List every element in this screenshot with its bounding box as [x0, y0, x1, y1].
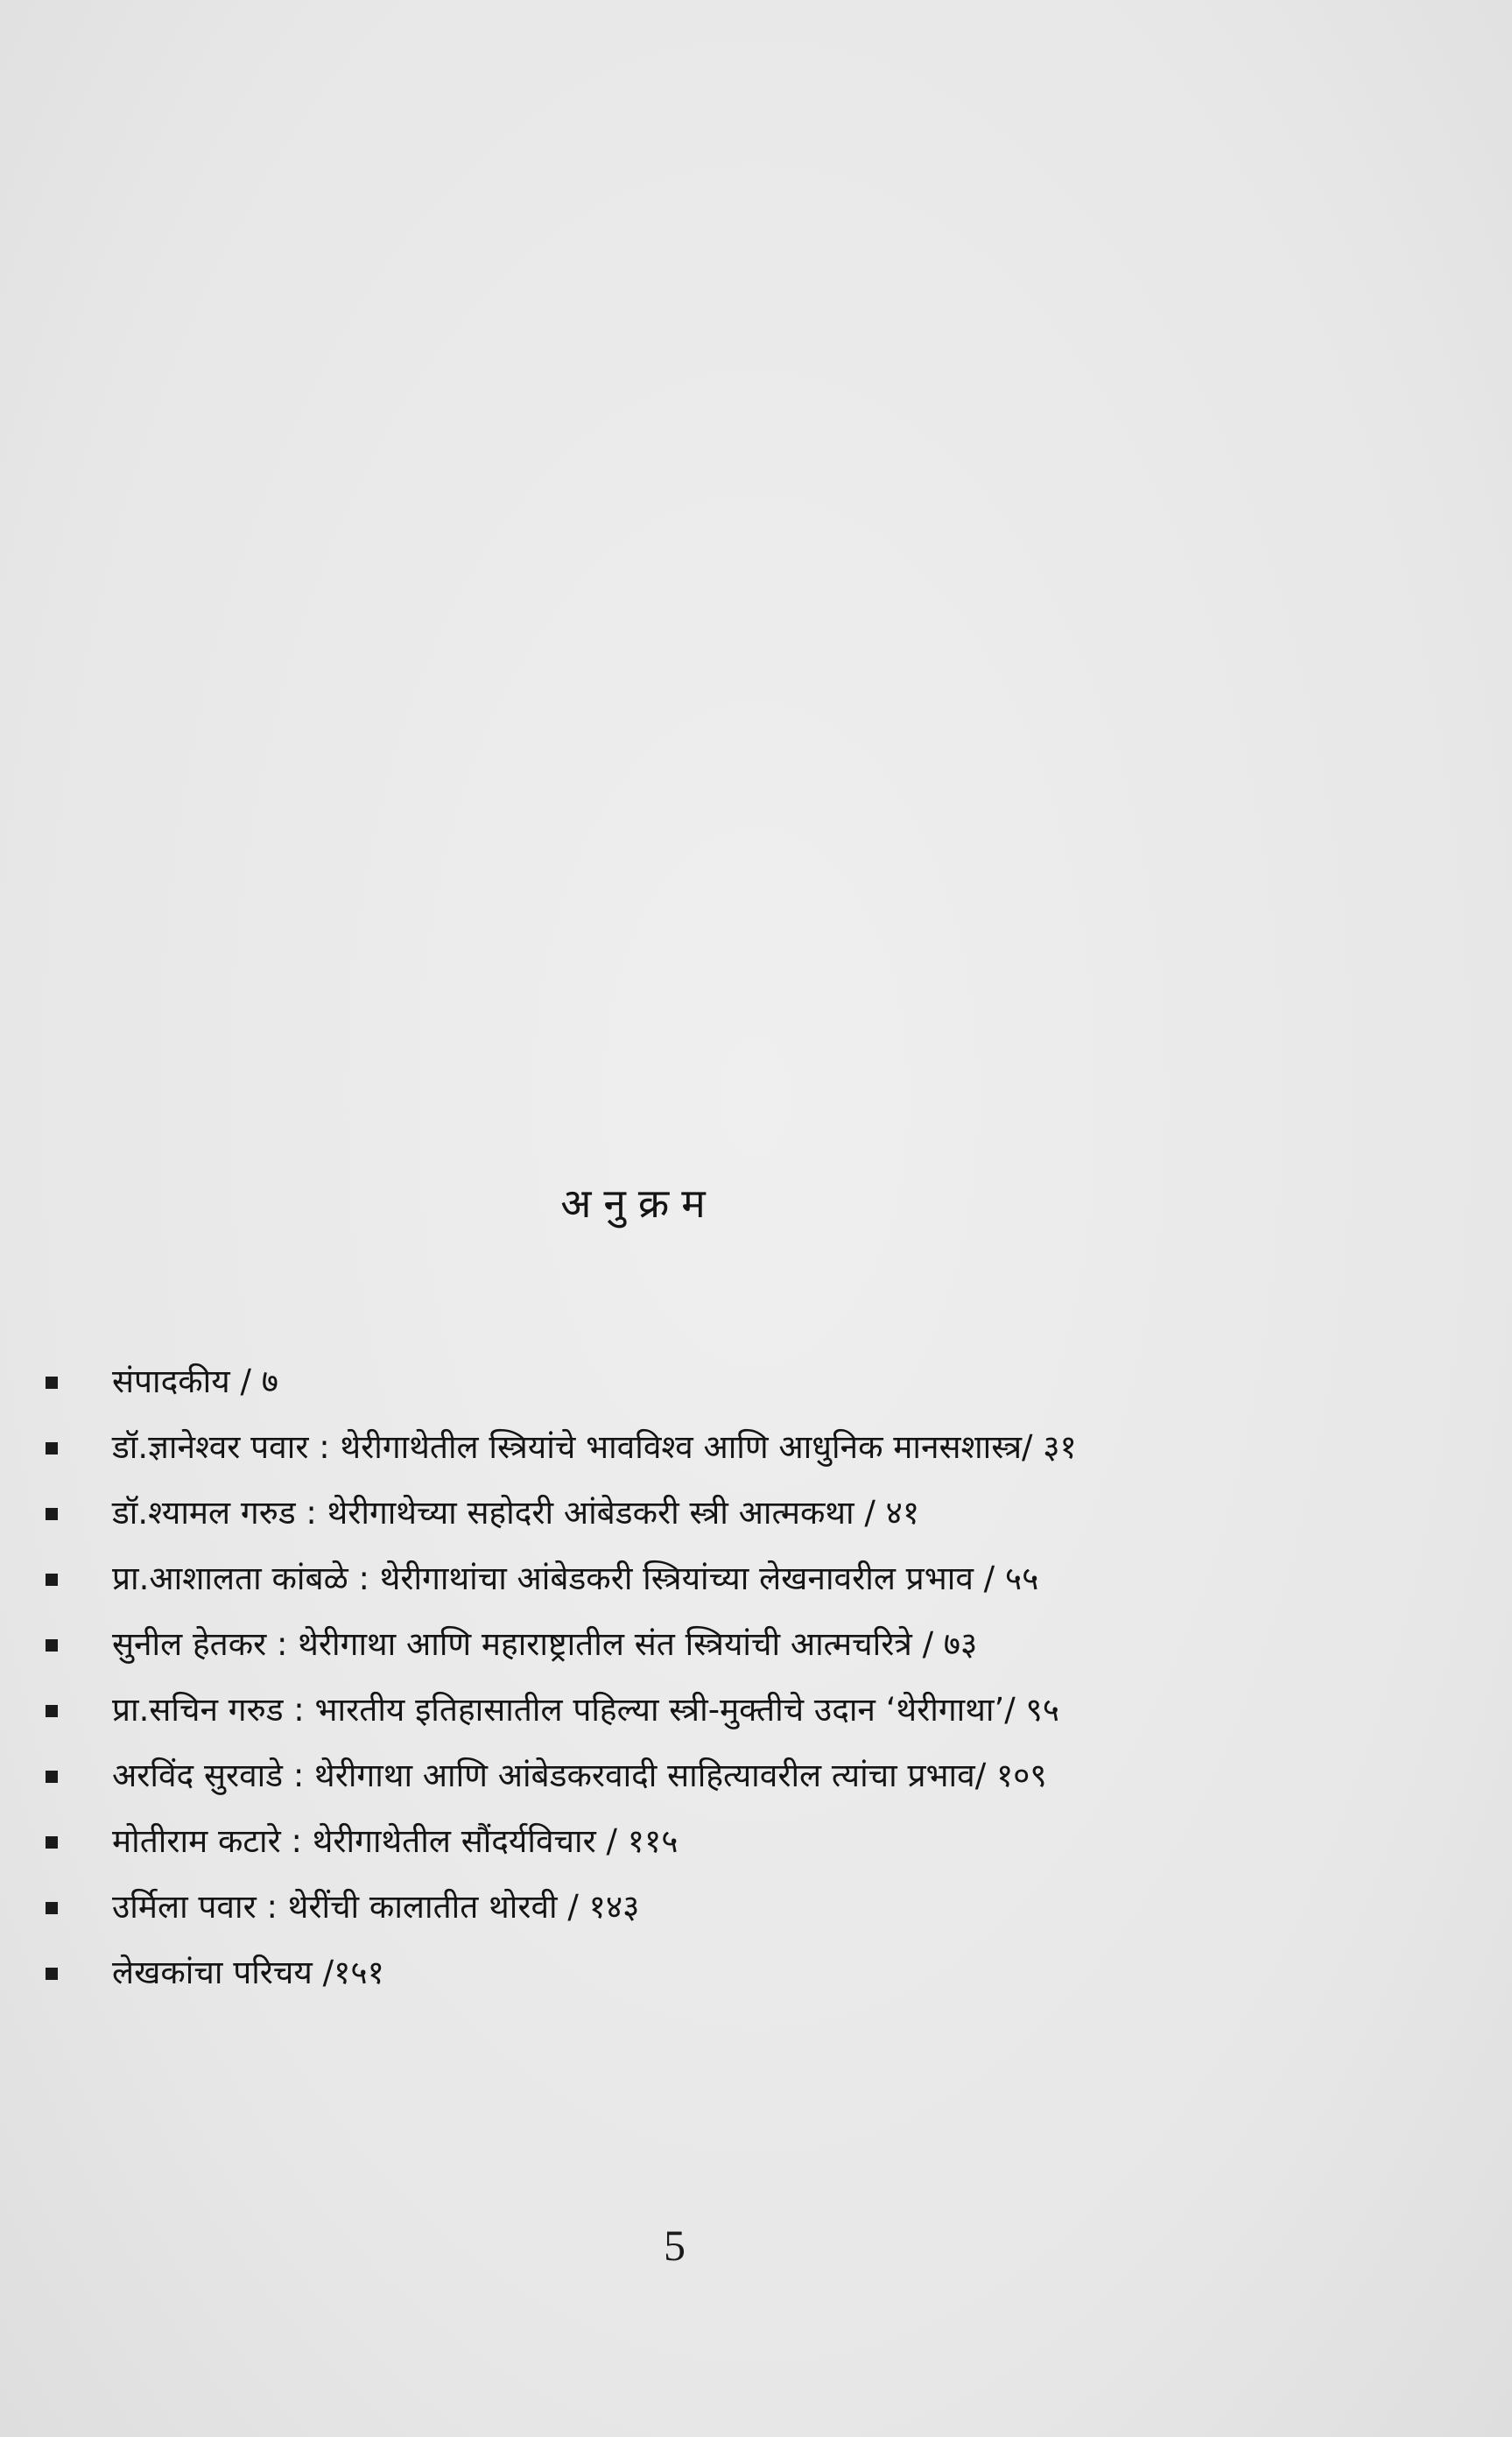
toc-item-label: मोतीराम कटारे : थेरीगाथेतील सौंदर्यविचार / ११५: [112, 1822, 679, 1860]
toc-item: [46, 1872, 1324, 1938]
toc-item: [46, 1938, 1324, 2004]
toc-item: [46, 1609, 1324, 1675]
bullet-icon: [46, 1836, 58, 1849]
bullet-icon: [46, 1771, 58, 1783]
bullet-icon: [46, 1968, 58, 1980]
toc-title: अनुक्रम: [560, 1180, 718, 1227]
toc-item-label: अरविंद सुरवाडे : थेरीगाथा आणि आंबेडकरवादी साहित्यावरील त्यांचा प्रभाव/ १०९: [112, 1757, 1047, 1794]
bullet-icon: [46, 1442, 58, 1454]
toc-item: [46, 1741, 1324, 1807]
toc-item-label: सुनील हेतकर : थेरीगाथा आणि महाराष्ट्रातील संत स्त्रियांची आत्मचरित्रे / ७३: [112, 1625, 978, 1663]
toc-item: [46, 1544, 1324, 1609]
toc-item-label: डॉ.ज्ञानेश्वर पवार : थेरीगाथेतील स्त्रियांचे भावविश्व आणि आधुनिक मानसशास्त्र/ ३१: [112, 1428, 1077, 1466]
toc-list: [46, 1347, 1324, 2004]
toc-item-label: डॉ.श्यामल गरुड : थेरीगाथेच्या सहोदरी आंबेडकरी स्त्री आत्मकथा / ४१: [112, 1494, 920, 1532]
bullet-icon: [46, 1639, 58, 1652]
bullet-icon: [46, 1902, 58, 1914]
toc-item: [46, 1675, 1324, 1741]
page-number: 5: [664, 2221, 686, 2270]
toc-item: [46, 1807, 1324, 1872]
toc-item-label: उर्मिला पवार : थेरींची कालातीत थोरवी / १४३: [112, 1888, 640, 1926]
toc-item-label: प्रा.सचिन गरुड : भारतीय इतिहासातील पहिल्या स्त्री-मुक्तीचे उदान ‘थेरीगाथा’/ ९५: [112, 1691, 1059, 1729]
toc-item: [46, 1478, 1324, 1544]
bullet-icon: [46, 1705, 58, 1717]
toc-item-label: प्रा.आशालता कांबळे : थेरीगाथांचा आंबेडकरी स्त्रियांच्या लेखनावरील प्रभाव / ५५: [112, 1560, 1039, 1597]
bleed-through-heading: [630, 166, 685, 230]
bullet-icon: [46, 1377, 58, 1389]
bullet-icon: [46, 1574, 58, 1586]
bullet-icon: [46, 1508, 58, 1520]
toc-item: [46, 1347, 1324, 1412]
toc-item: [46, 1412, 1324, 1478]
toc-item-label: लेखकांचा परिचय /१५१: [112, 1954, 384, 1991]
toc-item-label: संपादकीय / ७: [112, 1363, 278, 1400]
